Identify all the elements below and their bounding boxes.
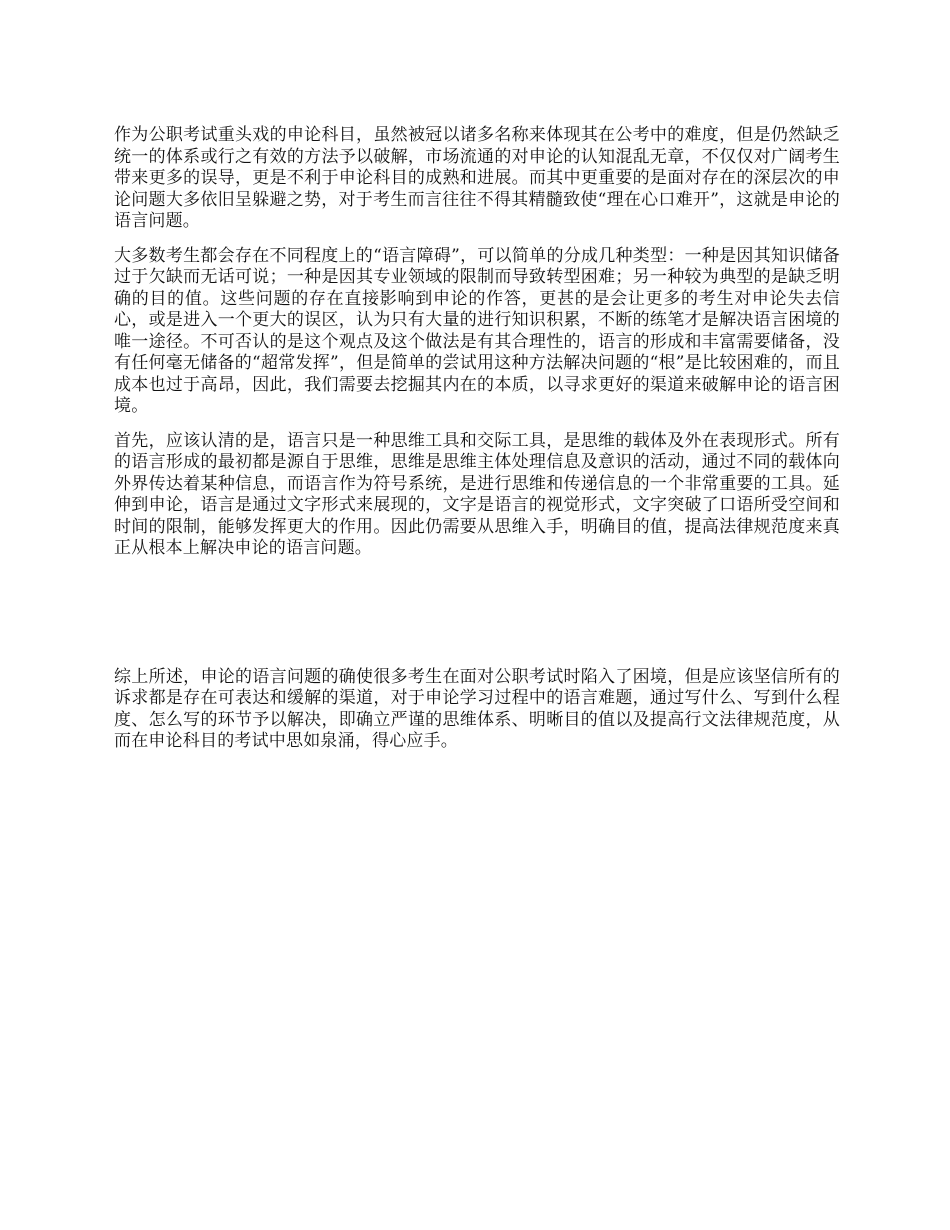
paragraph-intro: 作为公职考试重头戏的申论科目，虽然被冠以诸多名称来体现其在公考中的难度，但是仍然缺乏统一的体系或行之有效的方法予以破解，市场流通的对申论的认知混乱无章，不仅仅对广阔考生带来更多的误导，更是不利于申论科目的成熟和进展。而其中更重要的是面对存在的深层次的申论问题大多依旧呈躲避之势，对于考生而言往往不得其精髓致使“理在心口难开”，这就是申论的语言问题。 — [114, 125, 840, 231]
document-page — [114, 125, 840, 766]
paragraph-conclusion: 综上所述，申论的语言问题的确使很多考生在面对公职考试时陷入了困境，但是应该坚信所有的诉求都是存在可表达和缓解的渠道，对于申论学习过程中的语言难题，通过写什么、写到什么程度、怎么写的环节予以解决，即确立严谨的思维体系、明晰目的值以及提高行文法律规范度，从而在申论科目的考试中思如泉涌，得心应手。 — [114, 666, 840, 751]
paragraph-thinking-tool: 首先，应该认清的是，语言只是一种思维工具和交际工具，是思维的载体及外在表现形式。所有的语言形成的最初都是源自于思维，思维是思维主体处理信息及意识的活动，通过不同的载体向外界传达着某种信息，而语言作为符号系统，是进行思维和传递信息的一个非常重要的工具。延伸到申论，语言是通过文字形式来展现的，文字是语言的视觉形式，文字突破了口语所受空间和时间的限制，能够发挥更大的作用。因此仍需要从思维入手，明确目的值，提高法律规范度来真正从根本上解决申论的语言问题。 — [114, 430, 840, 558]
blank-gap — [114, 573, 840, 667]
paragraph-language-barrier: 大多数考生都会存在不同程度上的“语言障碍”，可以简单的分成几种类型：一种是因其知识储备过于欠缺而无话可说；一种是因其专业领域的限制而导致转型困难；另一种较为典型的是缺乏明确的目的值。这些问题的存在直接影响到申论的作答，更甚的是会让更多的考生对申论失去信心，或是进入一个更大的误区，认为只有大量的进行知识积累，不断的练笔才是解决语言困境的唯一途径。不可否认的是这个观点及这个做法是有其合理性的，语言的形成和丰富需要储备，没有任何毫无储备的“超常发挥”，但是简单的尝试用这种方法解决问题的“根”是比较困难的，而且成本也过于高昂，因此，我们需要去挖掘其内在的本质，以寻求更好的渠道来破解申论的语言困境。 — [114, 245, 840, 416]
